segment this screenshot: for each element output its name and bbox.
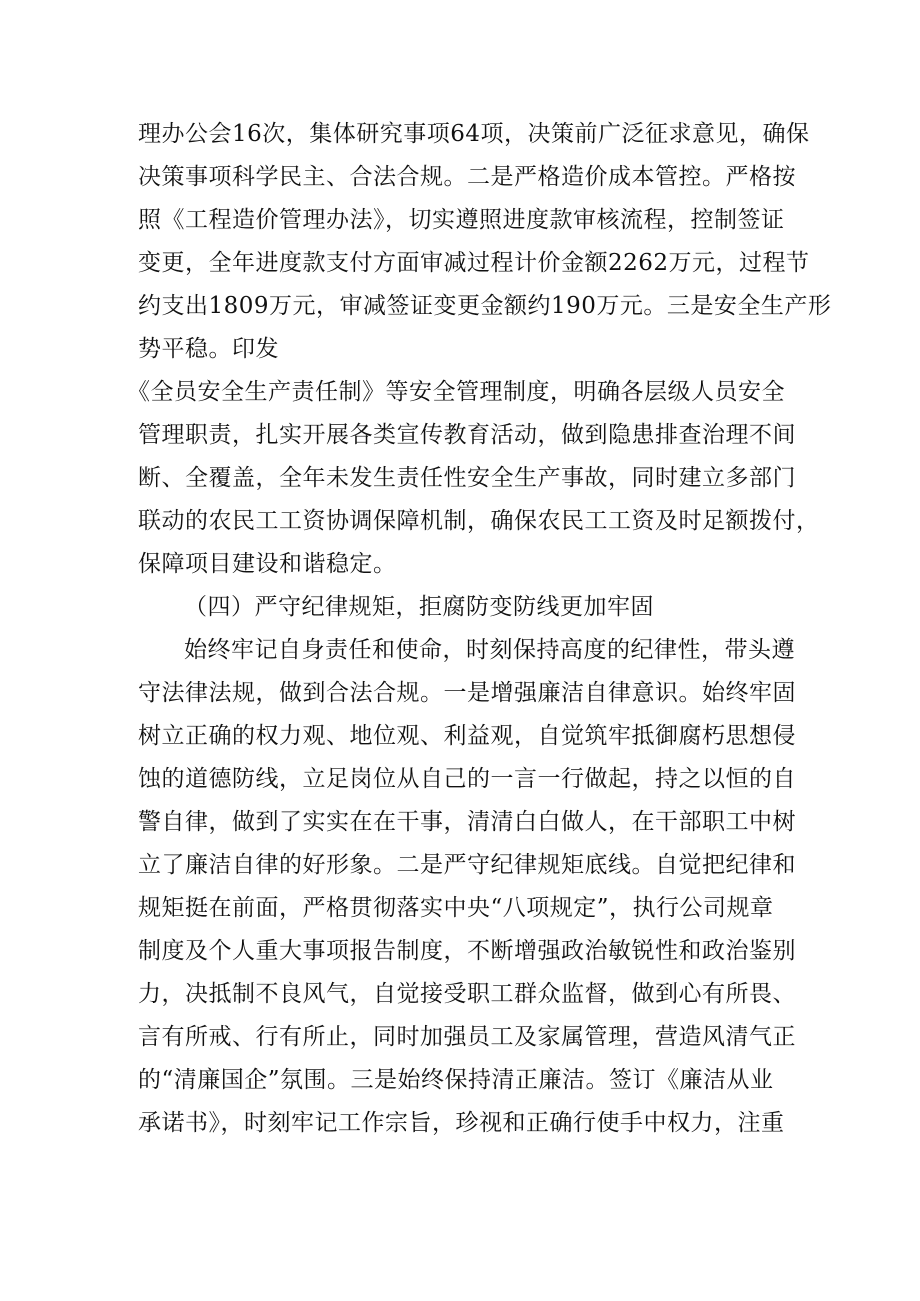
text-line: 制度及个人重大事项报告制度，不断增强政治敏锐性和政治鉴别 [138,938,796,964]
text-line: 断、全覆盖，全年未发生责任性安全生产事故，同时建立多部门 [138,465,796,491]
text-line: 决策事项科学民主、合法合规。二是严格造价成本管控。严格按 [138,164,796,190]
text-line: 联动的农民工工资协调保障机制，确保农民工工资及时足额拨付， [138,508,820,534]
text-line: 势平稳。印发 [138,336,279,362]
text-line: 始终牢记自身责任和使命，时刻保持高度的纪律性，带头遵 [184,637,795,663]
text-line: 管理职责，扎实开展各类宣传教育活动，做到隐患排查治理不间 [138,422,796,448]
text-line: 言有所戒、行有所止，同时加强员工及家属管理，营造风清气正 [138,1024,796,1050]
text-line: 承诺书》，时刻牢记工作宗旨，珍视和正确行使手中权力，注重 [138,1110,785,1136]
text-line: 蚀的道德防线，立足岗位从自己的一言一行做起，持之以恒的自 [138,766,796,792]
text-line: 约支出1809万元，审减签证变更金额约190万元。三是安全生产形 [138,293,832,319]
text-line: 理办公会16次，集体研究事项64项，决策前广泛征求意见，确保 [138,121,810,147]
text-line: 守法律法规，做到合法合规。一是增强廉洁自律意识。始终牢固 [138,680,796,706]
text-line: 力，决抵制不良风气，自觉接受职工群众监督，做到心有所畏、 [138,981,796,1007]
text-line: 变更，全年进度款支付方面审减过程计价金额2262万元，过程节 [138,250,810,276]
text-line: 的“清廉国企”氛围。三是始终保持清正廉洁。签订《廉洁从业 [138,1067,774,1093]
section-heading: （四）严守纪律规矩，拒腐防变防线更加牢固 [184,594,654,620]
text-line: 《全员安全生产责任制》等安全管理制度，明确各层级人员安全 [127,379,785,405]
text-line: 保障项目建设和谐稳定。 [138,551,397,577]
text-line: 树立正确的权力观、地位观、利益观，自觉筑牢抵御腐朽思想侵 [138,723,796,749]
text-line: 规矩挺在前面，严格贯彻落实中央“八项规定”，执行公司规章 [138,895,774,921]
text-line: 照《工程造价管理办法》，切实遵照进度款审核流程，控制签证 [138,207,785,233]
text-line: 立了廉洁自律的好形象。二是严守纪律规矩底线。自觉把纪律和 [138,852,796,878]
text-line: 警自律，做到了实实在在干事，清清白白做人，在干部职工中树 [138,809,796,835]
